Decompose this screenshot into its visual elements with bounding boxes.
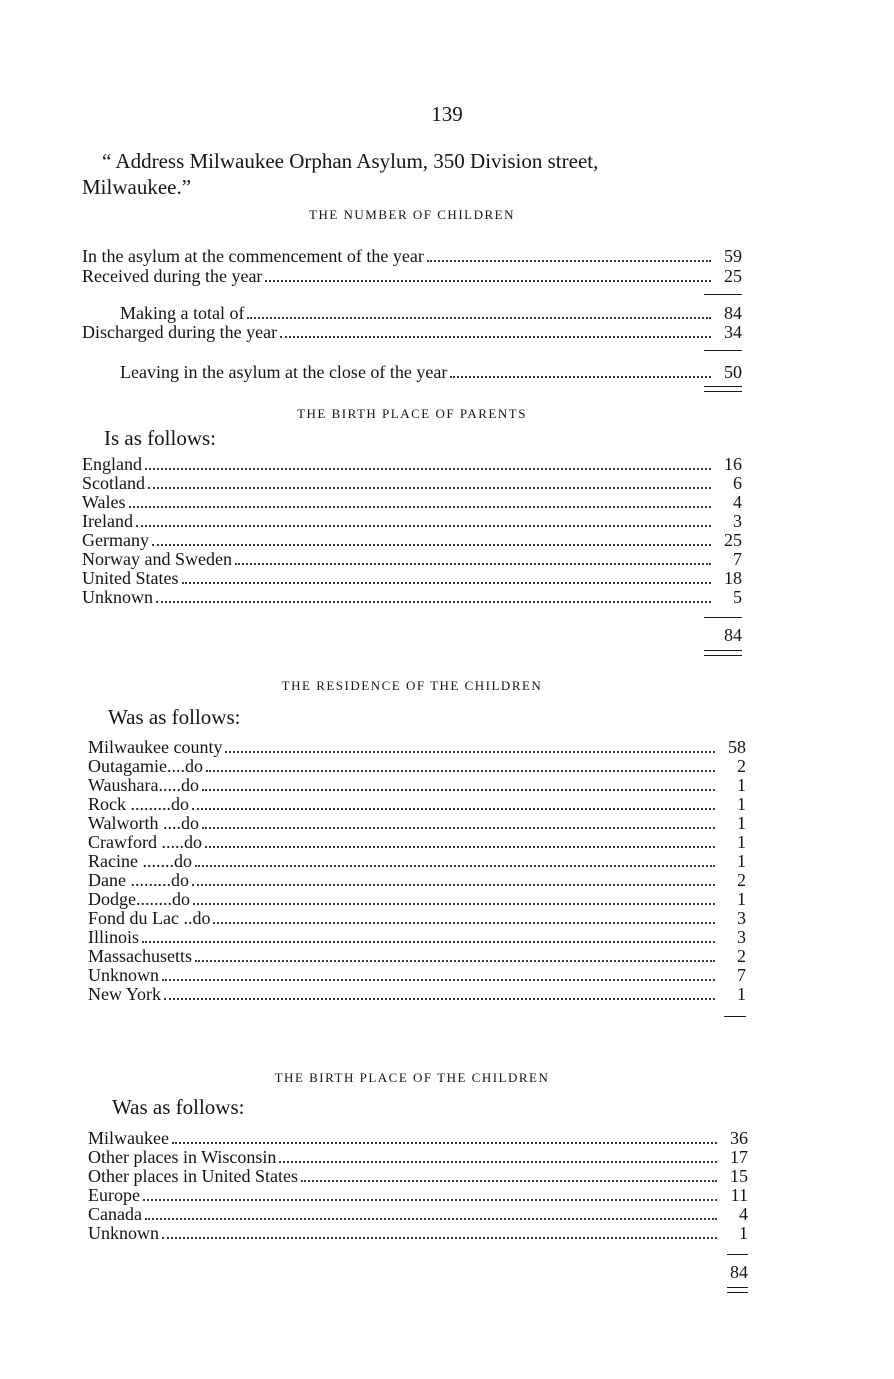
row-value: 59 (724, 246, 742, 266)
row-label: Racine .......do (88, 851, 192, 871)
sum-rule (704, 350, 742, 351)
row-value: 1 (737, 832, 746, 852)
total-double-rule (727, 1292, 748, 1293)
table-row (82, 512, 742, 531)
leader-dots (129, 505, 711, 508)
children-birthplace-total: 84 (730, 1262, 748, 1282)
row-value: 2 (737, 946, 746, 966)
table-row (82, 247, 742, 266)
table-row (88, 1186, 748, 1205)
row-label: Making a total of (120, 303, 245, 323)
row-label: Germany (82, 530, 149, 550)
sum-rule (724, 1016, 746, 1017)
leader-dots (152, 543, 711, 546)
table-row (88, 985, 746, 1004)
table-row (88, 1224, 748, 1243)
row-label: Massachusetts (88, 946, 192, 966)
row-label: England (82, 454, 142, 474)
residence-heading: THE RESIDENCE OF THE CHILDREN (281, 678, 543, 693)
row-label: Ireland (82, 511, 133, 531)
table-row (82, 455, 742, 474)
leader-dots (192, 807, 715, 810)
table-row (88, 814, 746, 833)
row-label: Walworth ....do (88, 813, 200, 833)
table-row (82, 493, 742, 512)
row-label: Rock .........do (88, 794, 189, 814)
row-value: 6 (733, 473, 742, 493)
leader-dots (427, 259, 711, 262)
parents-total: 84 (724, 625, 742, 645)
row-value: 25 (724, 266, 742, 286)
row-value: 5 (733, 587, 742, 607)
total-double-rule (704, 650, 742, 651)
row-value: 1 (737, 794, 746, 814)
row-label: In the asylum at the commencement of the year (82, 246, 424, 266)
table-row (88, 966, 746, 985)
row-label: Scotland (82, 473, 145, 493)
row-value: 18 (724, 568, 742, 588)
table-row (88, 871, 746, 890)
row-value: 2 (737, 870, 746, 890)
leader-dots (145, 1217, 717, 1220)
row-label: Europe (88, 1185, 140, 1205)
table-row (88, 947, 746, 966)
leader-dots (205, 845, 715, 848)
row-value: 2 (737, 756, 746, 776)
row-value: 34 (724, 322, 742, 342)
parents-subheading: Is as follows: (104, 426, 216, 450)
row-label: Norway and Sweden (82, 549, 232, 569)
row-label: Received during the year (82, 266, 263, 286)
row-value: 1 (737, 813, 746, 833)
row-label: Dane .........do (88, 870, 189, 890)
leader-dots (145, 467, 711, 470)
row-value: 3 (737, 927, 746, 947)
table-row (88, 776, 746, 795)
row-label: Other places in United States (88, 1166, 298, 1186)
table-row (88, 1148, 748, 1167)
row-label: New York (88, 984, 162, 1004)
leader-dots (450, 375, 711, 378)
leader-dots (225, 750, 715, 753)
row-value: 1 (739, 1223, 748, 1243)
leader-dots (280, 335, 711, 338)
row-label: Unknown (88, 965, 159, 985)
leader-dots (182, 581, 712, 584)
table-row (82, 304, 742, 323)
row-label: United States (82, 568, 179, 588)
table-row (88, 1167, 748, 1186)
leader-dots (279, 1160, 717, 1163)
parents-birthplace-heading: THE BIRTH PLACE OF PARENTS (297, 406, 527, 421)
table-row (88, 833, 746, 852)
row-label: Waushara.....do (88, 775, 200, 795)
row-value: 1 (737, 889, 746, 909)
leader-dots (195, 864, 715, 867)
table-row (88, 1205, 748, 1224)
sum-rule (704, 294, 742, 295)
leader-dots (148, 486, 711, 489)
table-row (82, 550, 742, 569)
leader-dots (265, 279, 711, 282)
row-value: 16 (724, 454, 742, 474)
leader-dots (193, 902, 715, 905)
row-label: Milwaukee county (88, 737, 223, 757)
leader-dots (192, 883, 715, 886)
total-double-rule (704, 386, 742, 387)
leader-dots (162, 1236, 717, 1239)
leader-dots (195, 959, 715, 962)
page-number: 139 (431, 102, 463, 126)
table-row (88, 738, 746, 757)
leader-dots (206, 769, 715, 772)
table-row (88, 890, 746, 909)
table-row (82, 569, 742, 588)
row-value: 1 (737, 851, 746, 871)
children-birthplace-subheading: Was as follows: (112, 1095, 245, 1119)
table-row (82, 267, 742, 286)
table-row (88, 852, 746, 871)
leader-dots (162, 978, 715, 981)
residence-subheading: Was as follows: (108, 705, 241, 729)
row-value: 17 (730, 1147, 748, 1167)
row-value: 11 (730, 1185, 748, 1205)
row-value: 1 (737, 984, 746, 1004)
row-value: 84 (724, 303, 742, 323)
leader-dots (202, 826, 715, 829)
row-value: 4 (733, 492, 742, 512)
table-row (82, 531, 742, 550)
sum-rule (727, 1254, 748, 1255)
leader-dots (235, 562, 711, 565)
table-row (88, 795, 746, 814)
row-label: Unknown (88, 1223, 159, 1243)
children-birthplace-heading: THE BIRTH PLACE OF THE CHILDREN (274, 1070, 550, 1085)
row-label: Leaving in the asylum at the close of the year (120, 362, 448, 382)
intro-line-1: “ Address Milwaukee Orphan Asylum, 350 Division street, (102, 149, 599, 173)
intro-address (82, 148, 744, 200)
sum-rule (704, 617, 742, 618)
leader-dots (164, 997, 715, 1000)
row-label: Wales (82, 492, 126, 512)
table-row (82, 363, 742, 382)
table-row (82, 323, 742, 342)
leader-dots (156, 600, 711, 603)
row-value: 1 (737, 775, 746, 795)
table-row (82, 588, 742, 607)
leader-dots (247, 316, 711, 319)
row-label: Illinois (88, 927, 140, 947)
leader-dots (142, 940, 715, 943)
leader-dots (202, 788, 715, 791)
row-value: 3 (733, 511, 742, 531)
row-label: Outagamie....do (88, 756, 203, 776)
row-label: Crawford .....do (88, 832, 202, 852)
total-double-rule (704, 655, 742, 656)
row-value: 7 (737, 965, 746, 985)
row-label: Other places in Wisconsin (88, 1147, 277, 1167)
table-row (88, 928, 746, 947)
row-value: 50 (724, 362, 742, 382)
table-row (88, 757, 746, 776)
leader-dots (301, 1179, 717, 1182)
row-value: 3 (737, 908, 746, 928)
row-value: 15 (730, 1166, 748, 1186)
row-label: Unknown (82, 587, 153, 607)
leader-dots (172, 1141, 717, 1144)
row-value: 25 (724, 530, 742, 550)
row-value: 36 (730, 1128, 748, 1148)
row-label: Discharged during the year (82, 322, 278, 342)
row-value: 7 (733, 549, 742, 569)
leader-dots (143, 1198, 717, 1201)
total-double-rule (704, 391, 742, 392)
row-label: Fond du Lac ..do (88, 908, 211, 928)
total-double-rule (727, 1287, 748, 1288)
row-value: 58 (728, 737, 746, 757)
row-value: 4 (739, 1204, 748, 1224)
table-row (88, 909, 746, 928)
table-row (88, 1129, 748, 1148)
row-label: Dodge........do (88, 889, 190, 909)
intro-line-2: Milwaukee.” (82, 175, 192, 199)
table-row (82, 474, 742, 493)
leader-dots (213, 921, 715, 924)
leader-dots (136, 524, 711, 527)
row-label: Milwaukee (88, 1128, 169, 1148)
row-label: Canada (88, 1204, 142, 1224)
number-of-children-heading: THE NUMBER OF CHILDREN (309, 207, 515, 222)
